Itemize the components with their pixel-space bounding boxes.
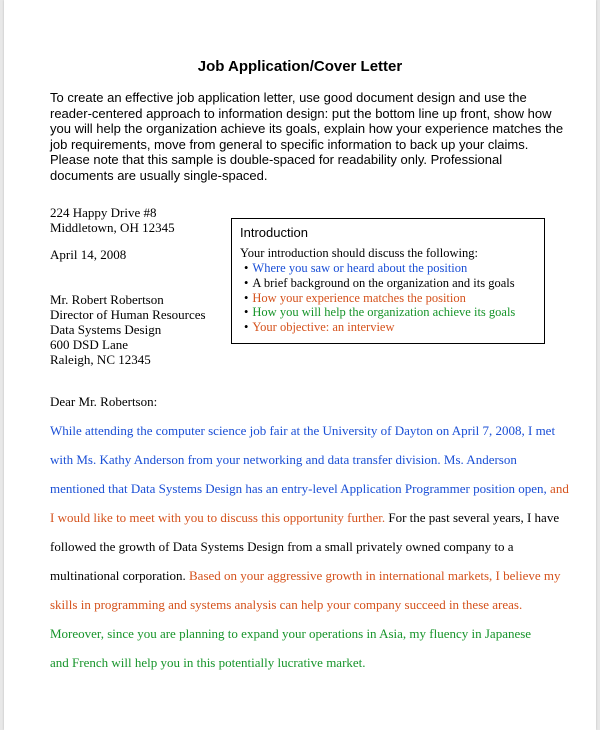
instructions-line: To create an effective job application letter, use good document design and use the <box>50 90 527 105</box>
body-line: skills in programming and systems analysis can help your company succeed in these areas. <box>50 597 523 612</box>
sender-street: 224 Happy Drive #8 <box>50 205 157 220</box>
recipient-address <box>50 292 206 367</box>
salutation <box>50 394 157 409</box>
introduction-callout-box <box>231 218 545 344</box>
instructions-line: job requirements, move from general to specific information to back up your claims. <box>50 136 529 152</box>
instructions-line: documents are usually single-spaced. <box>50 167 268 183</box>
recipient-title: Director of Human Resources <box>50 307 206 322</box>
instructions-line: Please note that this sample is double-spaced for readability only. Professional <box>50 152 503 168</box>
sender-address <box>50 205 175 235</box>
letter-date <box>50 247 126 262</box>
body-line: with Ms. Kathy Anderson from your networking and data transfer division. Ms. Anderson <box>50 452 517 467</box>
instructions-paragraph <box>50 90 564 184</box>
bullet-icon: • <box>244 290 249 305</box>
instructions-line: reader-centered approach to information design: put the bottom line up front, show how <box>50 105 552 121</box>
body-line: While attending the computer science job fair at the University of Dayton on April 7, 2008, I met <box>50 423 556 438</box>
bullet-icon: • <box>244 261 249 275</box>
list-item: • Your objective: an interview <box>244 320 395 335</box>
body-line: multinational corporation. Based on your aggressive growth in international markets, I believe my <box>50 568 561 583</box>
body-line: and French will help you in this potentially lucrative market. <box>50 655 366 670</box>
recipient-company: Data Systems Design <box>50 322 162 337</box>
body-line: Moreover, since you are planning to expand your operations in Asia, my fluency in Japanese <box>50 626 532 641</box>
list-item: • Where you saw or heard about the position <box>244 261 468 275</box>
page-title: Job Application/Cover Letter <box>197 58 403 75</box>
bullet-icon: • <box>244 320 249 335</box>
date-text: April 14, 2008 <box>50 247 127 262</box>
bullet-icon: • <box>244 275 249 290</box>
list-item: • How your experience matches the position <box>244 290 466 305</box>
callout-lead: Your introduction should discuss the following: <box>240 246 478 260</box>
list-item: • How you will help the organization achieve its goals <box>244 305 516 320</box>
body-line: followed the growth of Data Systems Design from a small privately owned company to a <box>50 539 514 554</box>
recipient-name: Mr. Robert Robertson <box>50 292 164 307</box>
document-page <box>4 0 596 730</box>
recipient-city: Raleigh, NC 12345 <box>50 352 151 367</box>
sender-city: Middletown, OH 12345 <box>50 220 175 235</box>
body-line: mentioned that Data Systems Design has an entry-level Application Programmer position open, and <box>50 481 569 496</box>
instructions-line: you will help the organization achieve its goals, explain how your experience matches the <box>50 121 564 137</box>
bullet-icon: • <box>244 305 249 320</box>
callout-list <box>244 261 515 335</box>
letter-body <box>50 423 569 684</box>
list-item: • A brief background on the organization and its goals <box>244 275 515 290</box>
body-line: I would like to meet with you to discuss this opportunity further. For the past several years, I have <box>50 510 560 525</box>
recipient-street: 600 DSD Lane <box>50 337 128 352</box>
callout-heading: Introduction <box>240 225 308 240</box>
salutation-text: Dear Mr. Robertson: <box>50 394 158 409</box>
